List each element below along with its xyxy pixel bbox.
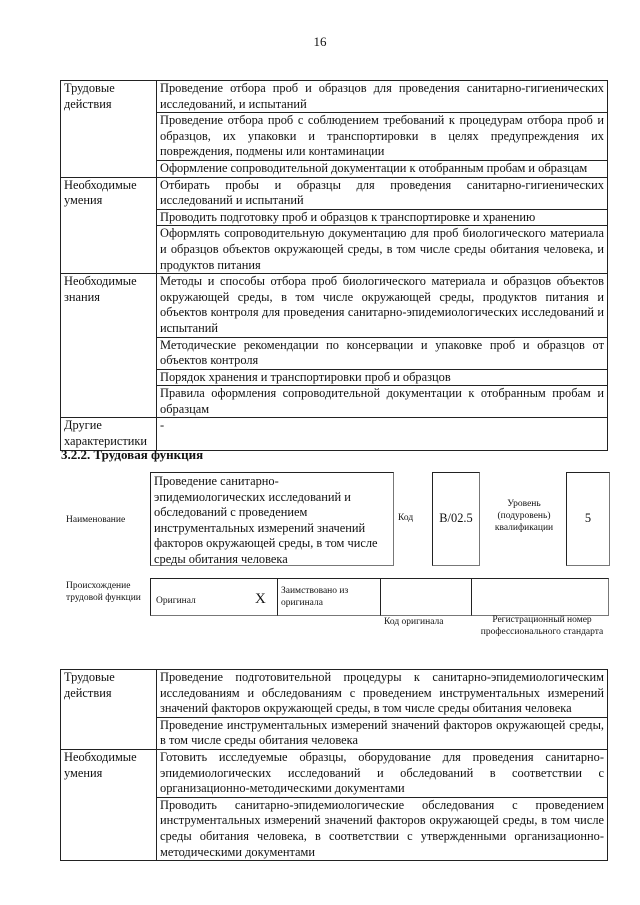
name-label: Наименование: [66, 515, 126, 525]
list-item: Порядок хранения и транспортировки проб и образцов: [157, 369, 608, 386]
level-label: Уровень (подуровень) квалификации: [494, 499, 554, 533]
origin-label: Происхождение трудовой функции: [66, 581, 141, 603]
list-item: Правила оформления сопроводительной документации к отобранным пробам и образцам: [157, 386, 608, 418]
list-item: Проводить подготовку проб и образцов к транспортировке и хранению: [157, 209, 608, 226]
level-box: [566, 472, 610, 566]
original-label: Оригинал: [156, 596, 196, 606]
reg-number-box: [471, 578, 609, 616]
table-row: [61, 418, 608, 450]
list-item: Проведение подготовительной процедуры к санитарно-эпидемиологическим исследованиям и обследованиям с проведением инструментальных измерений значений факторов окружающей среды, в том числе среды обитания человека: [157, 670, 608, 718]
function-name-box: [150, 472, 394, 566]
function-name-value: Проведение санитарно-эпидемиологических исследований и обследований с проведением инструментальных измерений значений факторов окружающей среды, в том числе среды обитания человека: [154, 474, 378, 566]
code-original-box: [380, 578, 472, 616]
list-item: Готовить исследуемые образцы, оборудование для проведения санитарно-эпидемиологических исследований и обследований в соответствии с организационно-методическими документами: [157, 749, 608, 797]
row-label: Необходимые умения: [61, 177, 157, 274]
level-value: 5: [584, 511, 592, 525]
row-label: Необходимые знания: [61, 274, 157, 418]
list-item: Методические рекомендации по консервации и упаковке проб и образцов от объектов контроля: [157, 337, 608, 369]
list-item: Проведение инструментальных измерений значений факторов окружающей среды, в том числе среды обитания человека: [157, 717, 608, 749]
row-label: Необходимые умения: [61, 749, 157, 860]
row-label: Трудовые действия: [61, 81, 157, 178]
page-number: 16: [313, 34, 327, 49]
list-item: Проводить санитарно-эпидемиологические обследования с проведением инструментальных измерений значений факторов окружающей среды, в том числе среды обитания человека, в соответствии с утвержденными организационно-методическими документами: [157, 797, 608, 860]
original-box: [150, 578, 278, 616]
list-item: Проведение отбора проб с соблюдением требований к процедурам отбора проб и образцов, их упаковки и транспортировки в целях предупреждения их повреждения, подмены или контаминации: [157, 113, 608, 161]
table-row: [61, 177, 608, 209]
list-item: Оформлять сопроводительную документацию для проб биологического материала и образцов объектов окружающей среды, в том числе среды обитания человека, и продуктов питания: [157, 226, 608, 274]
reg-number-label: Регистрационный номер профессионального стандарта: [480, 615, 604, 637]
table-row: [61, 670, 608, 718]
list-item: Методы и способы отбора проб биологического материала и образцов объектов окружающей среды, в том числе окружающей среды, продуктов питания и объектов контроля для проведения санитарно-эпидемиологических исследований и испытаний: [157, 274, 608, 337]
table-row: [61, 749, 608, 797]
list-item: Отбирать пробы и образцы для проведения санитарно-гигиенических исследований и испытаний: [157, 177, 608, 209]
code-box: [432, 472, 480, 566]
list-item: Проведение отбора проб и образцов для проведения санитарно-гигиенических исследований, и испытаний: [157, 81, 608, 113]
row-label: Другие характеристики: [61, 418, 157, 450]
borrowed-box: [277, 578, 381, 616]
competency-table-1: [60, 80, 608, 451]
row-label: Трудовые действия: [61, 670, 157, 750]
table-row: [61, 274, 608, 337]
list-item: -: [157, 418, 608, 450]
code-label: Код: [398, 513, 414, 523]
competency-table-2: [60, 669, 608, 861]
list-item: Оформление сопроводительной документации к отобранным пробам и образцам: [157, 160, 608, 177]
section-heading: 3.2.2. Трудовая функция: [61, 447, 204, 462]
code-value: В/02.5: [439, 511, 473, 525]
original-mark: X: [255, 591, 266, 607]
borrowed-label: Заимствовано из оригинала: [281, 586, 349, 608]
table-row: [61, 81, 608, 113]
code-original-label: Код оригинала: [384, 617, 444, 627]
